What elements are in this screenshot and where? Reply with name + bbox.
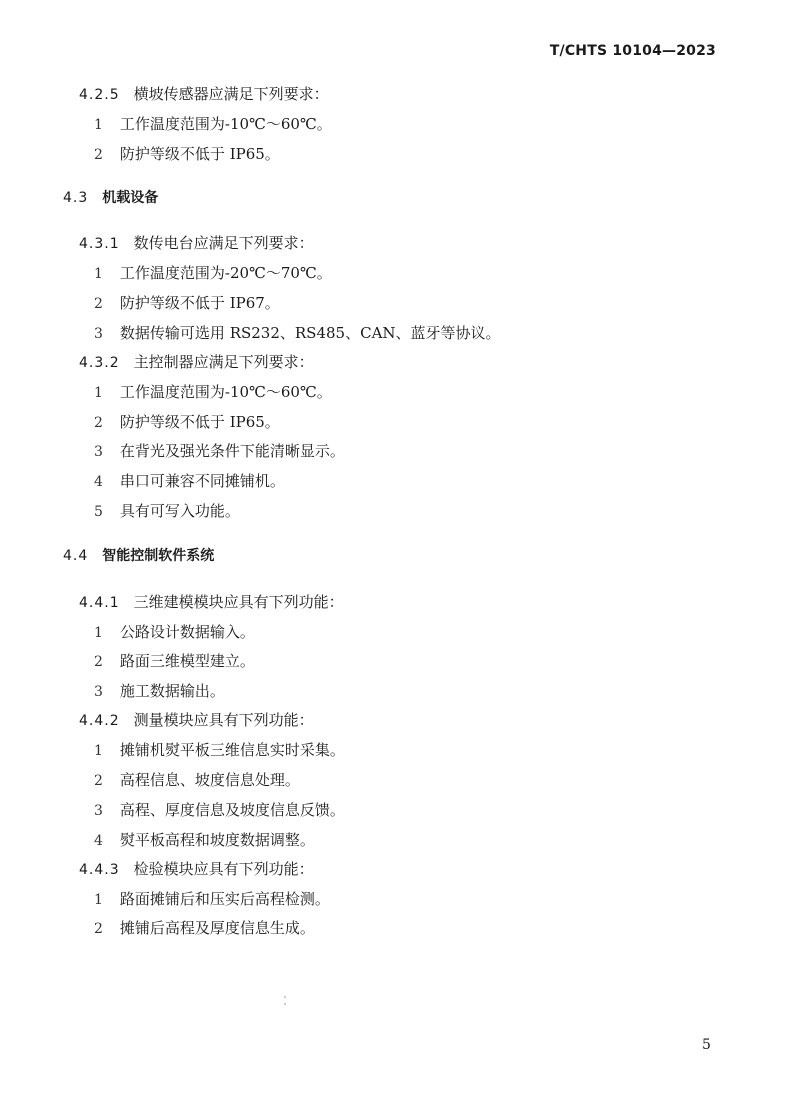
item-number: 1 bbox=[94, 117, 104, 133]
item-text: 防护等级不低于 IP65。 bbox=[119, 145, 280, 163]
section-number: 4.4 bbox=[63, 548, 89, 564]
item-text: 高程、厚度信息及坡度信息反馈。 bbox=[119, 801, 345, 819]
clause-number: 4.4.2 bbox=[79, 713, 120, 729]
standard-code: T/CHTS 10104—2023 bbox=[549, 43, 716, 59]
list-item bbox=[94, 770, 300, 791]
item-text: 在背光及强光条件下能清晰显示。 bbox=[119, 442, 345, 460]
list-item bbox=[94, 681, 225, 702]
section-number: 4.3 bbox=[63, 190, 89, 206]
item-number: 1 bbox=[94, 266, 104, 282]
item-number: 1 bbox=[94, 625, 104, 641]
clause-number: 4.3.1 bbox=[79, 236, 120, 252]
section-title: 机载设备 bbox=[102, 190, 159, 206]
list-item bbox=[94, 441, 345, 462]
list-item bbox=[94, 651, 255, 672]
item-text: 熨平板高程和坡度数据调整。 bbox=[119, 831, 315, 849]
item-text: 防护等级不低于 IP67。 bbox=[119, 294, 280, 312]
clause-text: 主控制器应满足下列要求： bbox=[133, 353, 314, 371]
section-4-4 bbox=[63, 546, 214, 566]
item-text: 工作温度范围为-10℃～60℃。 bbox=[119, 383, 332, 401]
clause-4-4-2 bbox=[79, 710, 314, 731]
item-number: 5 bbox=[94, 504, 104, 520]
list-item bbox=[94, 918, 315, 939]
item-text: 施工数据输出。 bbox=[119, 682, 225, 700]
clause-text: 检验模块应具有下列功能： bbox=[133, 860, 314, 878]
item-number: 3 bbox=[94, 684, 104, 700]
clause-number: 4.4.1 bbox=[79, 595, 120, 611]
clause-text: 数传电台应满足下列要求： bbox=[133, 234, 314, 252]
clause-number: 4.3.2 bbox=[79, 355, 120, 371]
item-number: 1 bbox=[94, 743, 104, 759]
list-item bbox=[94, 382, 332, 403]
clause-number: 4.4.3 bbox=[79, 862, 120, 878]
list-item bbox=[94, 144, 280, 165]
clause-number: 4.2.5 bbox=[79, 87, 120, 103]
list-item bbox=[94, 293, 280, 314]
item-number: 3 bbox=[94, 803, 104, 819]
section-4-3 bbox=[63, 188, 158, 208]
list-item bbox=[94, 501, 240, 522]
clause-4-2-5 bbox=[79, 84, 329, 105]
item-number: 2 bbox=[94, 147, 104, 163]
item-number: 3 bbox=[94, 326, 104, 342]
item-text: 摊铺后高程及厚度信息生成。 bbox=[119, 919, 315, 937]
clause-4-3-2 bbox=[79, 352, 314, 373]
item-number: 1 bbox=[94, 385, 104, 401]
list-item bbox=[94, 622, 255, 643]
clause-4-4-3 bbox=[79, 859, 314, 880]
item-text: 串口可兼容不同摊铺机。 bbox=[119, 472, 285, 490]
item-number: 2 bbox=[94, 921, 104, 937]
item-number: 2 bbox=[94, 296, 104, 312]
list-item bbox=[94, 263, 332, 284]
list-item bbox=[94, 323, 501, 344]
clause-4-4-1 bbox=[79, 592, 344, 613]
page-number: 5 bbox=[702, 1037, 711, 1053]
item-number: 4 bbox=[94, 474, 104, 490]
scan-speck bbox=[284, 996, 286, 998]
item-text: 防护等级不低于 IP65。 bbox=[119, 413, 280, 431]
item-number: 3 bbox=[94, 444, 104, 460]
item-number: 2 bbox=[94, 773, 104, 789]
list-item bbox=[94, 889, 330, 910]
item-text: 数据传输可选用 RS232、RS485、CAN、蓝牙等协议。 bbox=[119, 324, 501, 342]
list-item bbox=[94, 412, 280, 433]
section-title: 智能控制软件系统 bbox=[102, 548, 215, 564]
item-number: 1 bbox=[94, 892, 104, 908]
clause-text: 横坡传感器应满足下列要求： bbox=[133, 85, 329, 103]
clause-text: 三维建模模块应具有下列功能： bbox=[133, 593, 344, 611]
item-text: 路面三维模型建立。 bbox=[119, 652, 255, 670]
clause-4-3-1 bbox=[79, 233, 314, 254]
item-number: 2 bbox=[94, 415, 104, 431]
scan-speck bbox=[284, 1003, 286, 1005]
item-number: 4 bbox=[94, 833, 104, 849]
list-item bbox=[94, 800, 345, 821]
item-text: 工作温度范围为-20℃～70℃。 bbox=[119, 264, 332, 282]
item-text: 公路设计数据输入。 bbox=[119, 623, 255, 641]
item-text: 路面摊铺后和压实后高程检测。 bbox=[119, 890, 330, 908]
item-text: 高程信息、坡度信息处理。 bbox=[119, 771, 300, 789]
list-item bbox=[94, 471, 285, 492]
list-item bbox=[94, 740, 345, 761]
item-text: 摊铺机熨平板三维信息实时采集。 bbox=[119, 741, 345, 759]
list-item bbox=[94, 114, 332, 135]
clause-text: 测量模块应具有下列功能： bbox=[133, 711, 314, 729]
item-text: 具有可写入功能。 bbox=[119, 502, 240, 520]
item-number: 2 bbox=[94, 654, 104, 670]
item-text: 工作温度范围为-10℃～60℃。 bbox=[119, 115, 332, 133]
list-item bbox=[94, 830, 315, 851]
